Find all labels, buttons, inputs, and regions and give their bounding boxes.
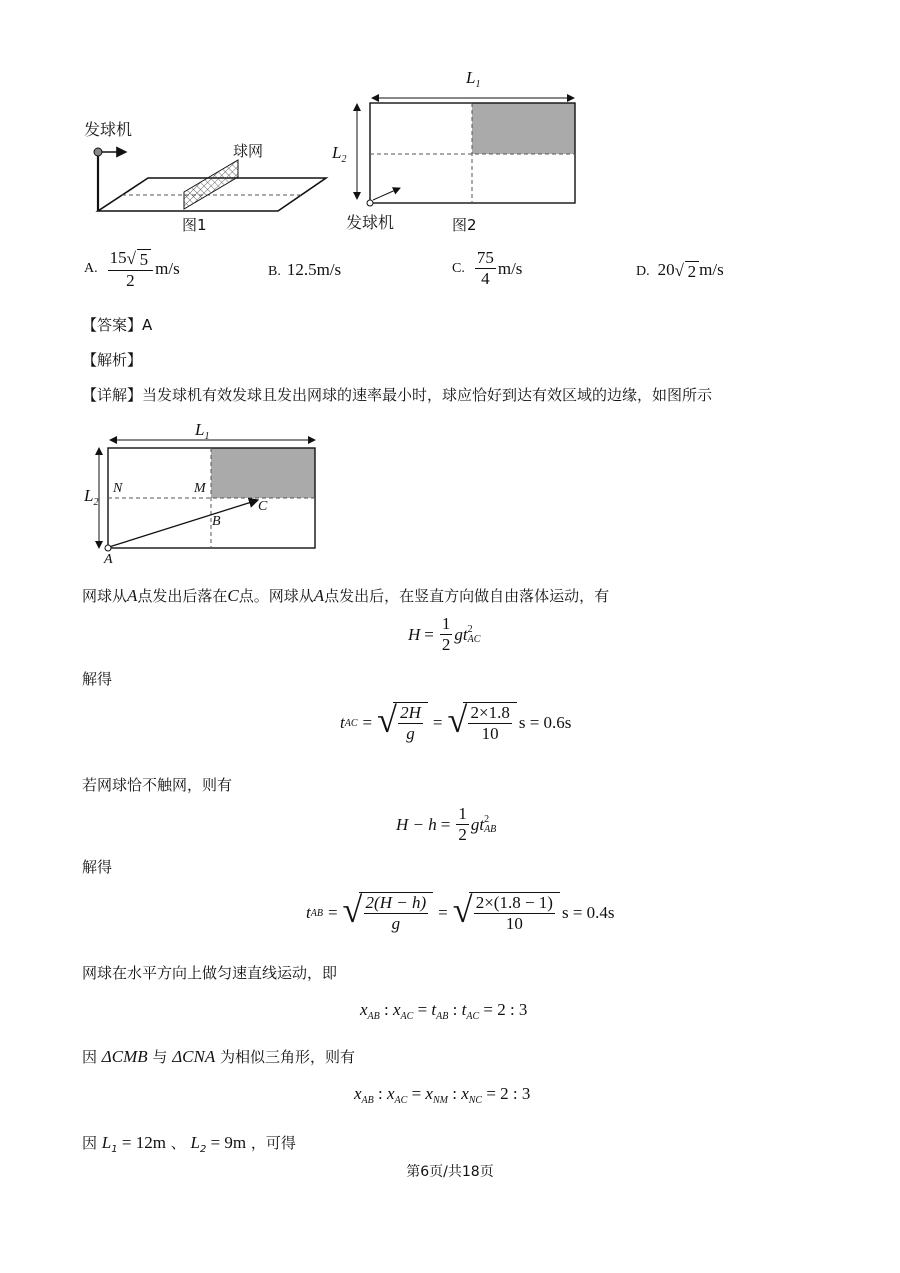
text-line-4: 因 ΔCMB 与 ΔCNA 为相似三角形，则有 (82, 1047, 356, 1066)
figure1-machine-label: 发球机 (84, 120, 133, 139)
option-a-fraction: 15 √ 5 2 (108, 248, 154, 291)
text-line-1: 网球从A点发出后落在C点。网球从A点发出后，在竖直方向做自由落体运动，有 (82, 586, 610, 605)
figure3-point-b: B (212, 514, 221, 529)
figure3-l2-label: $L_2$ (84, 486, 99, 508)
figure3-point-n: N (113, 481, 123, 496)
ball-path (109, 500, 258, 547)
equation-2: t AC = √ $\frac{2H}{g}$ = √ $\frac{2\times 1.8}{10}$ s = 0.6s (340, 700, 572, 743)
figure2-machine-label: 发球机 (346, 213, 395, 232)
figure1-caption: 图1 (182, 216, 207, 234)
answer-line: 【答案】A (82, 316, 153, 334)
figure2-caption: 图2 (452, 216, 477, 234)
option-b: B. 12.5m/s (268, 260, 342, 279)
figure2-l1-label: $L_1$ (466, 68, 481, 90)
jiede-2: 解得 (82, 858, 113, 876)
text-line-2: 若网球恰不触网，则有 (82, 776, 233, 794)
effective-zone (211, 448, 315, 498)
equation-1: H = $\frac{1}{2}$ g t 2 AC (408, 614, 481, 654)
detail-line: 【详解】当发球机有效发球且发出网球的速率最小时，球应恰好到达有效区域的边缘，如图所示 (82, 386, 713, 404)
option-c: C. $\frac{75}{4}$ m/s (452, 248, 523, 288)
text-line-3: 网球在水平方向上做匀速直线运动，即 (82, 964, 338, 982)
effective-zone (472, 103, 575, 154)
equation-3: H − h = $\frac{1}{2}$ g t 2 AB (396, 804, 497, 844)
option-d: D. 20 √ 2 m/s (636, 260, 724, 281)
figure3-point-a: A (104, 552, 113, 567)
page-footer: 第6页/共18页 (406, 1164, 494, 1180)
figure1-diagram (80, 140, 340, 220)
jiede-1: 解得 (82, 670, 113, 688)
equation-5: $x_{AB}$ : $x_{AC} = t_{AB}$ : $t_{AC} = 2$ : 3 (360, 1000, 528, 1022)
text-line-5: 因 $L_1 = 12m$ 、 $L_2 = 9m$ ，可得 (82, 1133, 296, 1155)
equation-4: t AB = √ $\frac{2(H - h)}{g}$ = √ $\frac{2\times(1.8 - 1)}{10}$ s = 0.4s (306, 890, 615, 933)
option-a: A. 15 √ 5 2 m/s (84, 248, 180, 290)
figure1-net-label: 球网 (233, 142, 264, 160)
figure3-point-c: C (258, 499, 268, 514)
figure2-l2-label: $L_2$ (332, 143, 347, 165)
equation-6: $x_{AB}$ : $x_{AC} = x_{NM}$ : $x_{NC} = 2$ : 3 (354, 1084, 531, 1106)
figure2-diagram (330, 66, 590, 216)
option-a-letter: A. (84, 261, 98, 277)
figure3-l1-label: $L_1$ (195, 420, 210, 442)
figure3-point-m: M (194, 481, 206, 496)
analysis-head: 【解析】 (82, 351, 143, 369)
